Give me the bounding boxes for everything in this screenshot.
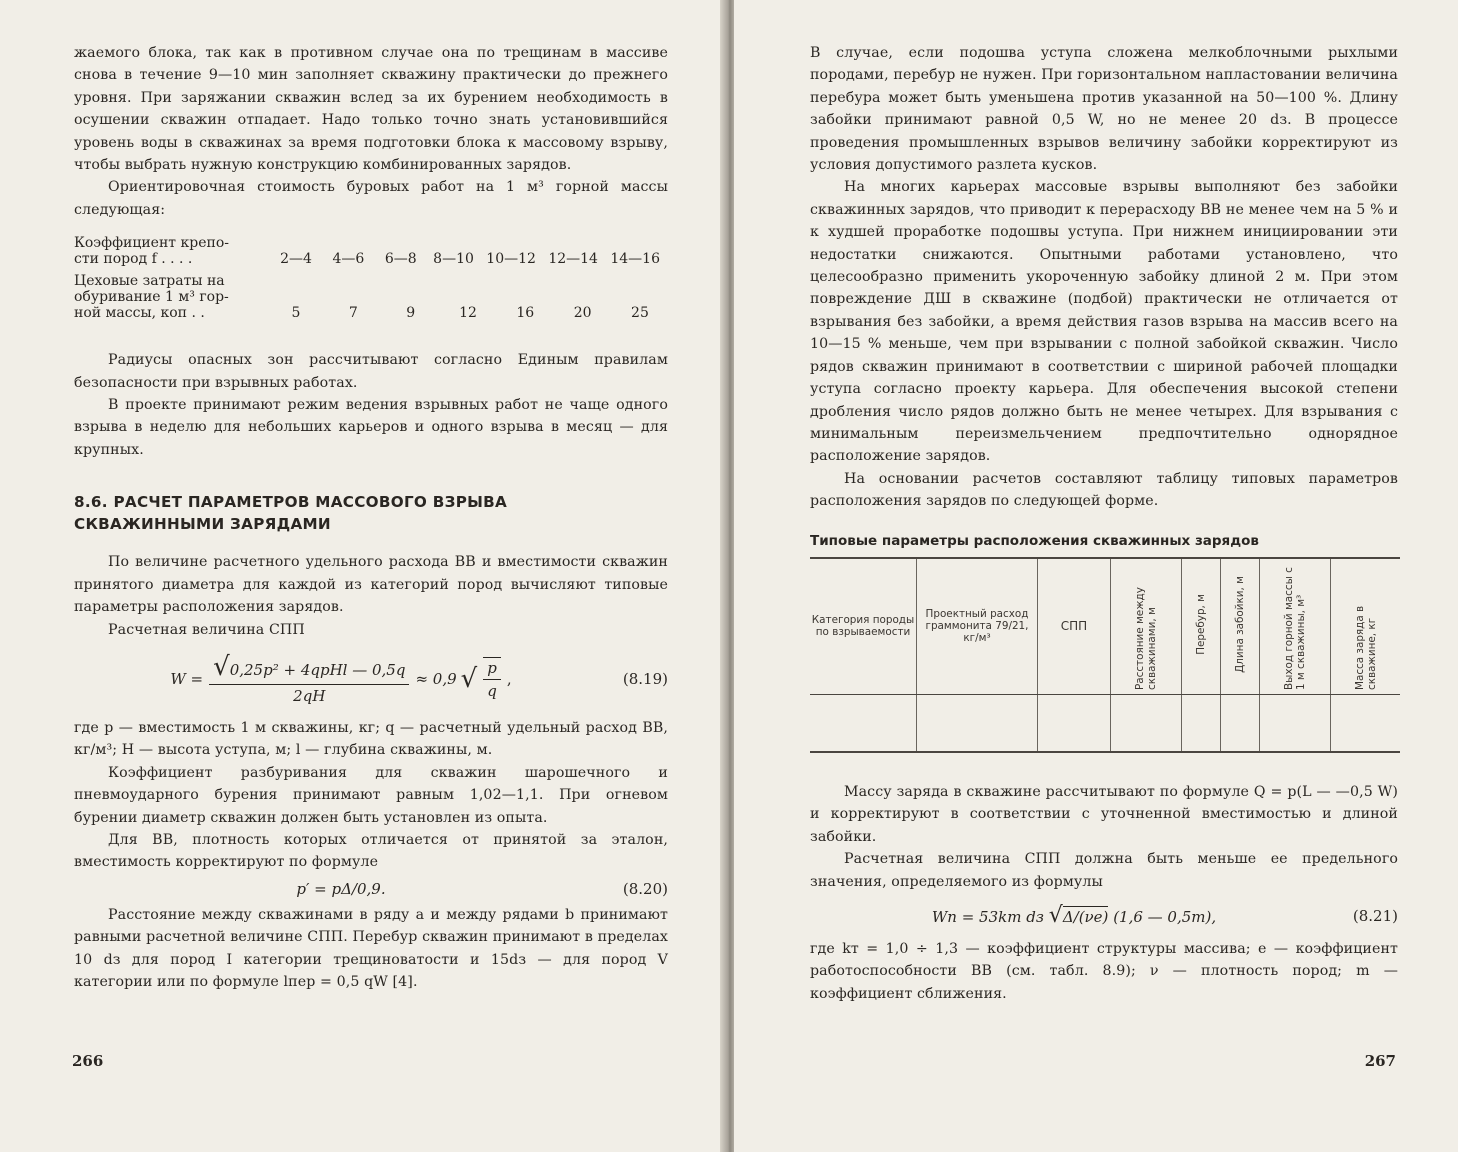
paragraph: где p — вместимость 1 м скважины, кг; q — расчетный удельный расход ВВ, кг/м³; H — высота уступа, м; l — глубина скважины, м. (74, 719, 668, 759)
paragraph: На многих карьерах массовые взрывы выполняют без забойки скважинных зарядов, что приводит к перерасходу ВВ не менее чем на 5 % и к худшей проработке подошвы уступа. При нижнем инициировании эти недостатки снижаются. Опытными работами установлено, что целесообразно применить укороченную забойку длиной 2 м. При этом повреждение ДШ в скважине (подбой) практически не отличается от взрывания без забойки, а время действия газов взрыва на массив всего на 10—15 % меньше, чем при взрывании с полной забойкой скважин. Число рядов скважин принимают в соответствии с шириной рабочей площадки уступа согласно проекту карьера. Для обеспечения высокой степени дробления число рядов должно быть не менее четырех. Для взрывания с минимальным переизмельчением предпочтительно однорядное расположение зарядов. (810, 179, 1398, 465)
paragraph: По величине расчетного удельного расхода ВВ и вместимости скважин принятого диаметра для каждой из категорий пород вычисляют типовые параметры расположения зарядов. (74, 554, 668, 616)
table-cell: 8—10 (433, 251, 474, 268)
formula-rest: (1,6 — 0,5m), (1113, 908, 1217, 927)
row-label: обуривание 1 м³ гор- (74, 289, 229, 306)
table-cell: 7 (348, 305, 358, 322)
formula-lhs: Wп = 53kт dз (931, 908, 1044, 927)
parameters-table (810, 557, 1400, 754)
paragraph: В случае, если подошва уступа сложена мелкоблочными рыхлыми породами, перебур не нужен. При горизонтальном напластовании величина перебура может быть уменьшена против указанной на 50—100 %. Длину забойки принимают равной 0,5 W, но не менее 20 dз. В процессе проведения промышленных взрывов величину забойки корректируют из условия допустимого разлета кусков. (810, 45, 1398, 174)
formula-lhs: W = (170, 669, 204, 688)
column-header: СПП (1038, 558, 1111, 695)
formula-denominator: 2qH (293, 687, 326, 706)
column-header: Проектный расход граммонита 79/21, кг/м³ (917, 558, 1038, 695)
table-cell: 14—16 (610, 251, 660, 268)
paragraph: Ориентировочная стоимость буровых работ на 1 м³ горной массы следующая: (74, 179, 668, 218)
table-cell (1331, 694, 1400, 752)
formula-number: (8.21) (1352, 906, 1398, 925)
paragraph: жаемого блока, так как в противном случае она по трещинам в массиве снова в течение 9—10 мин заполняет скважину практически до прежнего уровня. При заряжании скважин вслед за их бурением необходимость в осушении скважин отпадает. Надо только точно знать установившийся уровень воды в скважинах за время подготовки блока к массовому взрыву, чтобы выбрать нужную конструкцию комбинированных зарядов. (74, 45, 668, 174)
page-number: 266 (72, 1052, 104, 1070)
paragraph: Радиусы опасных зон рассчитывают согласно Единым правилам безопасности при взрывных работах. (74, 352, 668, 391)
formula-approx: ≈ 0,9 (415, 669, 457, 688)
table-cell: 12—14 (548, 251, 598, 268)
paragraph: Коэффициент разбуривания для скважин шарошечного и пневмоударного бурения принимают равным 1,02—1,1. При огневом бурении диаметр скважин должен быть установлен из опыта. (74, 764, 668, 826)
formula-number: (8.20) (622, 879, 668, 898)
page-number: 267 (1364, 1052, 1396, 1070)
column-header: Длина забойки, м (1221, 558, 1260, 695)
table-cell: 9 (406, 305, 416, 322)
row-values (272, 305, 668, 321)
table-cell: 16 (516, 305, 535, 322)
table-cell (1260, 694, 1331, 752)
row-label: Цеховые затраты на (74, 273, 225, 290)
table-cell (1181, 694, 1220, 752)
table-cell (1221, 694, 1260, 752)
heading-line: СКВАЖИННЫМИ ЗАРЯДАМИ (74, 515, 331, 534)
paragraph: Расчетная величина СПП (108, 621, 305, 638)
formula-numerator: 0,25p² + 4qpHl — 0,5q (229, 661, 406, 680)
table-cell: 4—6 (332, 251, 365, 268)
table-cell: 6—8 (384, 251, 417, 268)
paragraph: Массу заряда в скважине рассчитывают по формуле Q = p(L — —0,5 W) и корректируют в соответствии с уточненной вместимостью и длиной забойки. (810, 784, 1398, 845)
cost-table (74, 235, 668, 321)
sqrt-symbol: √ (213, 652, 230, 683)
formula-number: (8.19) (622, 669, 668, 688)
table-cell: 12 (459, 305, 477, 322)
right-page (734, 0, 1458, 1152)
row-label: Коэффициент крепо- (74, 235, 229, 252)
table-cell: 5 (291, 305, 301, 322)
column-header: Расстояние между скважинами, м (1111, 558, 1182, 695)
formula-denominator: q (487, 682, 497, 701)
table-cell (1038, 694, 1111, 752)
table-header-row (810, 558, 1400, 695)
table-caption: Типовые параметры расположения скважинных зарядов (810, 532, 1259, 549)
table-row (810, 694, 1400, 752)
table-cell (1111, 694, 1182, 752)
table-cell: 2—4 (280, 251, 312, 268)
table-cell: 10—12 (486, 251, 536, 268)
paragraph: Для ВВ, плотность которых отличается от принятой за эталон, вместимость корректируют по формуле (74, 831, 668, 871)
paragraph: Расчетная величина СПП должна быть меньше ее предельного значения, определяемого из формулы (810, 851, 1398, 890)
section-heading (74, 491, 668, 535)
formula-8-19: W = $\frac{\text{√0,25p² + 4qpHl — 0,5q}}{2qH}$ ≈ 0,9 √ $\frac{p}{q}$ , (8.19) (170, 652, 668, 706)
row-values (272, 251, 668, 267)
row-label: сти пород f . . . . (74, 251, 193, 268)
left-page (0, 0, 724, 1152)
table-cell: 25 (631, 305, 649, 322)
paragraph: где kт = 1,0 ÷ 1,3 — коэффициент структуры массива; e — коэффициент работоспособности ВВ (см. табл. 8.9); ν — плотность пород; m — коэффициент сближения. (810, 941, 1398, 1002)
paragraph: Расстояние между скважинами в ряду a и между рядами b принимают равными расчетной величине СПП. Перебур скважин принимают в пределах 10 dз для пород I категории трещиноватости и 15dз — для пород V категории или по формуле lпер = 0,5 qW [4]. (74, 906, 668, 990)
column-header: Категория породы по взрываемости (810, 558, 917, 695)
formula-numerator: p (483, 659, 501, 680)
column-header: Перебур, м (1181, 558, 1220, 695)
heading-line: 8.6. РАСЧЕТ ПАРАМЕТРОВ МАССОВОГО ВЗРЫВА (74, 493, 508, 512)
row-label: ной массы, коп . . (74, 305, 205, 322)
formula-8-20 (74, 880, 668, 898)
table-cell: 20 (573, 305, 592, 322)
paragraph: В проекте принимают режим ведения взрывных работ не чаще одного взрыва в неделю для небольших карьеров и одного взрыва в месяц — для крупных. (74, 397, 668, 458)
cost-table-row (74, 235, 668, 267)
column-header: Масса заряда в скважине, кг (1331, 558, 1400, 695)
formula-radicand: Δ/(νe) (1062, 908, 1109, 927)
formula-8-21 (810, 903, 1398, 928)
sqrt-symbol: √ (1048, 903, 1063, 929)
formula-body: p′ = pΔ/0,9. (296, 879, 386, 898)
paragraph: На основании расчетов составляют таблицу типовых параметров расположения зарядов по следующей форме. (810, 470, 1398, 510)
table-cell (810, 694, 917, 752)
cost-table-row (74, 273, 668, 321)
table-cell (917, 694, 1038, 752)
sqrt-symbol: √ (460, 663, 478, 694)
column-header: Выход горной массы с 1 м скважины, м³ (1260, 558, 1331, 695)
